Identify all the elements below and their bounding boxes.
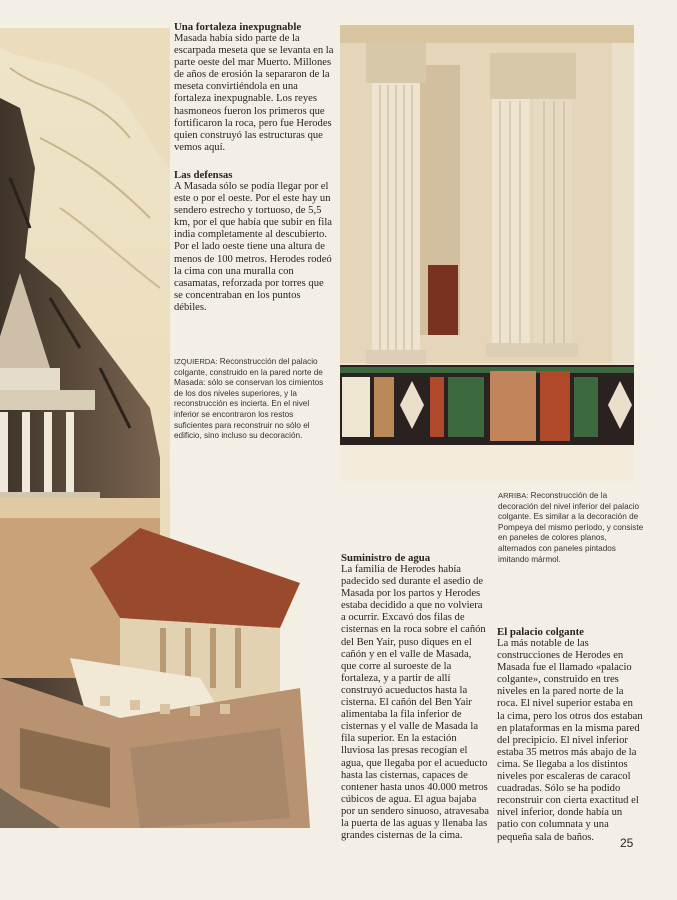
section-fortaleza — [174, 21, 334, 154]
column-left — [366, 43, 426, 364]
section-suministro — [341, 552, 489, 842]
page-number: 25 — [620, 836, 634, 850]
section-defensas — [174, 169, 334, 314]
decoration-illustration — [340, 25, 634, 481]
heading-suministro: Suministro de agua — [341, 552, 431, 564]
caption-izquierda-lead: IZQUIERDA: — [174, 357, 218, 366]
body-defensas: A Masada sólo se podía llegar por el este o por el oeste. Por el este hay un sendero estrecho y tortuoso, de 5,5 km, por el que había que subir en fila india completamente al descubierto. Por el lado oeste tiene una altura de menos de 100 metros. Herodes rodeó la cima con una muralla con casamatas, reforzada por torres que se concentraban en los puntos débiles. — [174, 181, 332, 313]
section-palacio — [497, 626, 643, 844]
heading-defensas: Las defensas — [174, 169, 233, 181]
caption-arriba-text: Reconstrucción de la decoración del nivel inferior del palacio colgante. Es similar a la decoración de Pompeya del mismo período, y consiste en paneles de colores planos, alternados con paneles pintados imitando mármol. — [498, 491, 644, 564]
caption-izquierda-text: Reconstrucción del palacio colgante, construido en la pared norte de Masada: sólo se conservan los cimientos de los dos niveles superiores, y la reconstrucción es incierta. En el nivel inferior se encontraron los restos suficientes para reconstruir no sólo el edificio, sino incluso su decoración. — [174, 357, 324, 441]
body-suministro: La familia de Herodes había padecido sed durante el asedio de Masada por los partos y Herodes estaba decidido a que no volviera a ocurrir. Excavó dos filas de cisternas en la roca sobre el cañón del Ben Yair, puso diques en el cañón y en el valle de Masada, que corre al suroeste de la fortaleza, y a partir de allí construyó acueductos hasta la cisterna. El cañón del Ben Yair alimentaba la fila inferior de cisternas y el valle de Masada la fila superior. En la estación lluviosa las presas recogían el agua, que llegaba por el acueducto hasta las cisternas, capaces de contener hasta unos 40.000 metros cúbicos de agua. El agua bajaba por un sendero sinuoso, atravesaba la puerta de las aguas y llenaba las grandes cisternas de la cima. — [341, 564, 489, 842]
body-fortaleza: Masada había sido parte de la escarpada meseta que se levanta en la parte oeste del mar Muerto. Millones de años de erosión la separaron de la meseta convirtiéndola en una fortaleza inexpugnable. Los reyes hasmoneos fueron los primeros que fortificaron la roca, pero fue Herodes quien construyó las estructuras que vemos aquí. — [174, 33, 334, 153]
body-palacio: La más notable de las construcciones de Herodes en Masada fue el llamado «palacio colgante», construido en tres niveles en la pared norte de la roca. El nivel superior estaba en la cima, pero los otros dos estaban en plataformas en la misma pared del precipicio. El nivel inferior estaba 35 metros más abajo de la cima. Se llegaba a los distintos niveles por escaleras de caracol cuadradas. Sólo se ha podido reconstruir con cierta exactitud el nivel inferior, donde había un patio con columnata y una pequeña sala de baños. — [497, 638, 643, 843]
caption-izquierda — [174, 357, 330, 442]
heading-fortaleza: Una fortaleza inexpugnable — [174, 21, 302, 33]
caption-arriba — [498, 491, 644, 565]
heading-palacio: El palacio colgante — [497, 626, 584, 638]
caption-arriba-lead: ARRIBA: — [498, 491, 529, 500]
